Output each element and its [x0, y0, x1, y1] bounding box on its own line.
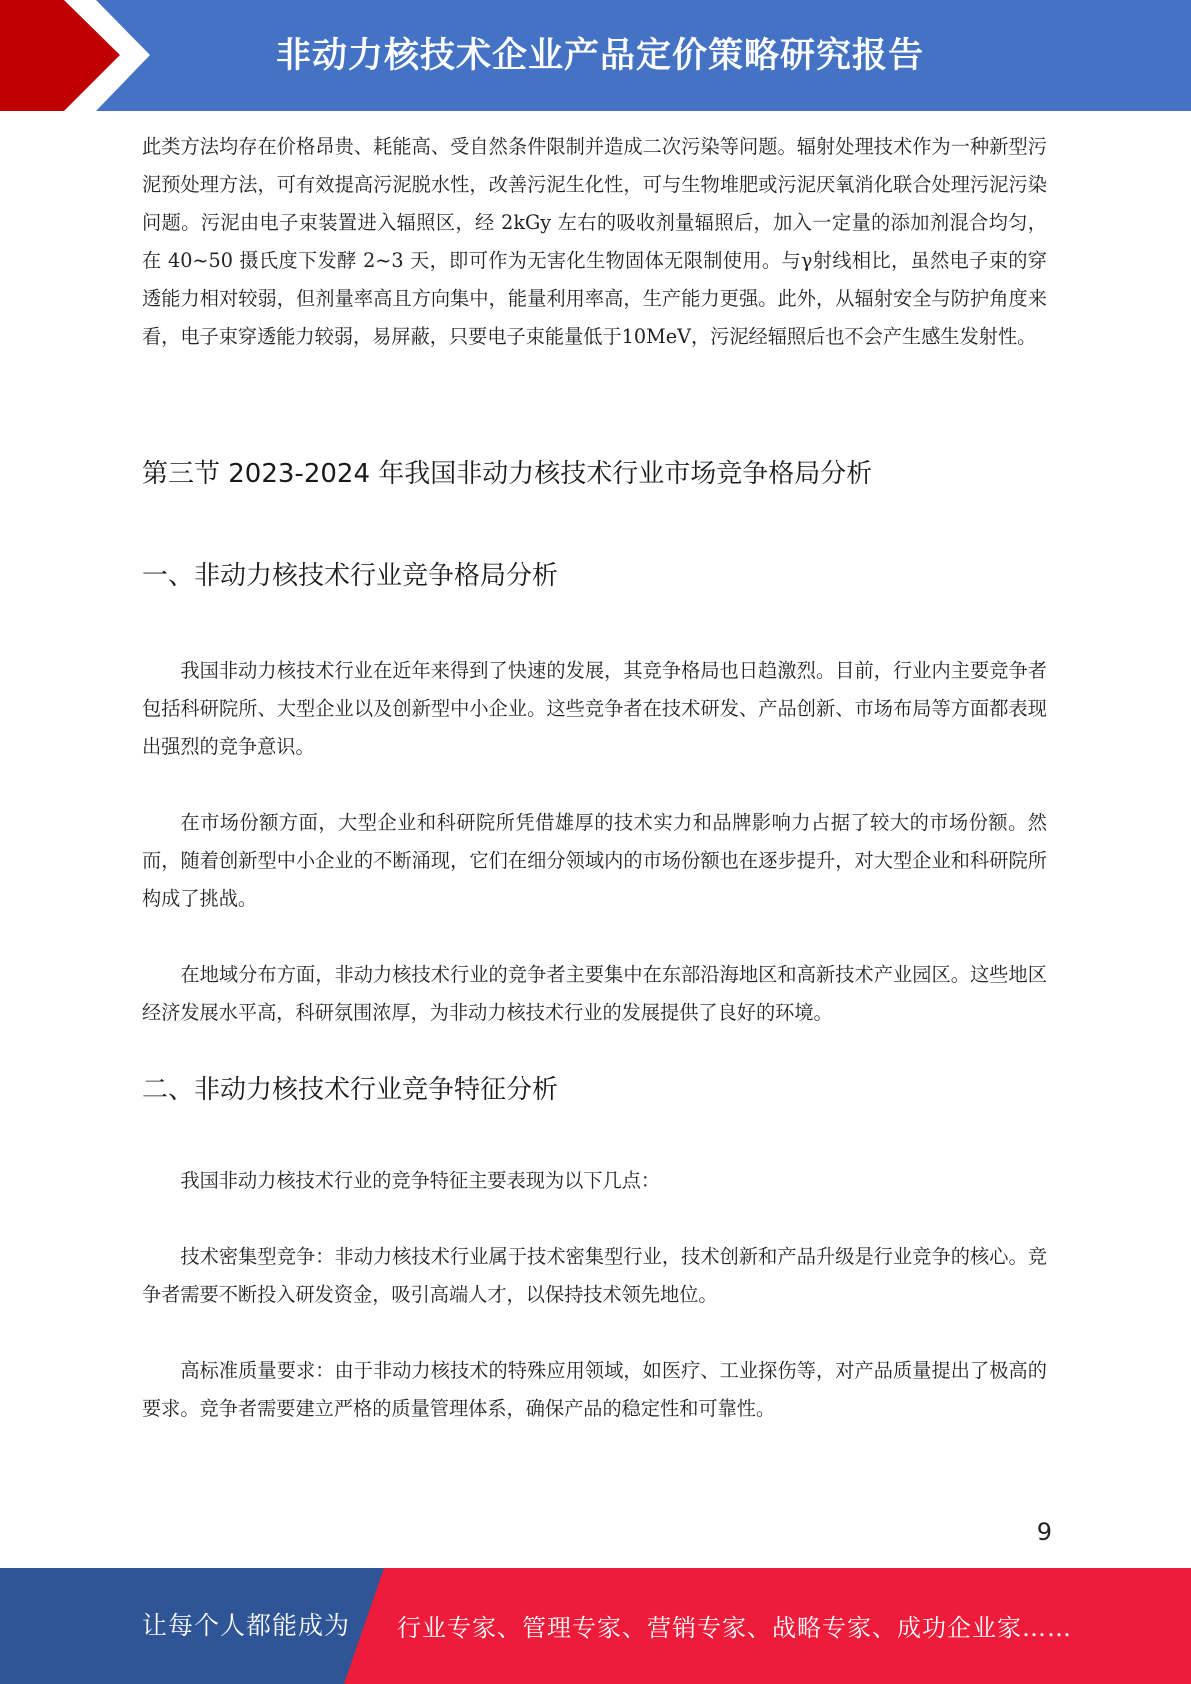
footer-slogan-right: 行业专家、管理专家、营销专家、战略专家、成功企业家……: [397, 1614, 1072, 1642]
subsection-2-paragraph: 高标准质量要求：由于非动力核技术的特殊应用领域，如医疗、工业探伤等，对产品质量提出了极高的要求。竞争者需要建立严格的质量管理体系，确保产品的稳定性和可靠性。: [142, 1359, 1047, 1420]
page-number: 9: [1036, 1518, 1052, 1546]
intro-paragraph: 此类方法均存在价格昂贵、耗能高、受自然条件限制并造成二次污染等问题。辐射处理技术作为一种新型污泥预处理方法，可有效提高污泥脱水性，改善污泥生化性，可与生物堆肥或污泥厌氧消化联合处理污泥污染问题。污泥由电子束装置进入辐照区，经 2kGy 左右的吸收剂量辐照后，加入一定量的添加剂混合均匀，在 40~50 摄氏度下发酵 2~3 天，即可作为无害化生物固体无限制使用。与γ射线相比，虽然电子束的穿透能力相对较弱，但剂量率高且方向集中，能量利用率高，生产能力更强。此外，从辐射安全与防护角度来看，电子束穿透能力较弱，易屏蔽，只要电子束能量低于10MeV，污泥经辐照后也不会产生感生发射性。: [142, 135, 1047, 348]
header-title: 非动力核技术企业产品定价策略研究报告: [276, 36, 925, 76]
footer-slogan-left: 让每个人都能成为: [142, 1611, 351, 1640]
subsection-1-title: 一、非动力核技术行业竞争格局分析: [142, 561, 559, 591]
document-body: [142, 128, 1047, 1428]
header-arrow-decoration: [0, 0, 160, 111]
subsection-2-paragraph: 我国非动力核技术行业的竞争特征主要表现为以下几点：: [180, 1169, 661, 1192]
subsection-1-paragraph: 在市场份额方面，大型企业和科研院所凭借雄厚的技术实力和品牌影响力占据了较大的市场份额。然而，随着创新型中小企业的不断涌现，它们在细分领域内的市场份额也在逐步提升，对大型企业和科研院所构成了挑战。: [142, 811, 1047, 910]
subsection-2-title: 二、非动力核技术行业竞争特征分析: [142, 1075, 559, 1105]
page-header: [0, 0, 1191, 111]
subsection-1-paragraph: 我国非动力核技术行业在近年来得到了快速的发展，其竞争格局也日趋激烈。目前，行业内主要竞争者包括科研院所、大型企业以及创新型中小企业。这些竞争者在技术研发、产品创新、市场布局等方面都表现出强烈的竞争意识。: [142, 659, 1047, 758]
page-footer: [0, 1568, 1191, 1684]
subsection-1-paragraph: 在地域分布方面，非动力核技术行业的竞争者主要集中在东部沿海地区和高新技术产业园区。这些地区经济发展水平高，科研氛围浓厚，为非动力核技术行业的发展提供了良好的环境。: [142, 963, 1047, 1024]
subsection-2-paragraph: 技术密集型竞争：非动力核技术行业属于技术密集型行业，技术创新和产品升级是行业竞争的核心。竞争者需要不断投入研发资金，吸引高端人才，以保持技术领先地位。: [142, 1245, 1047, 1306]
section-title: 第三节 2023-2024 年我国非动力核技术行业市场竞争格局分析: [142, 459, 873, 489]
